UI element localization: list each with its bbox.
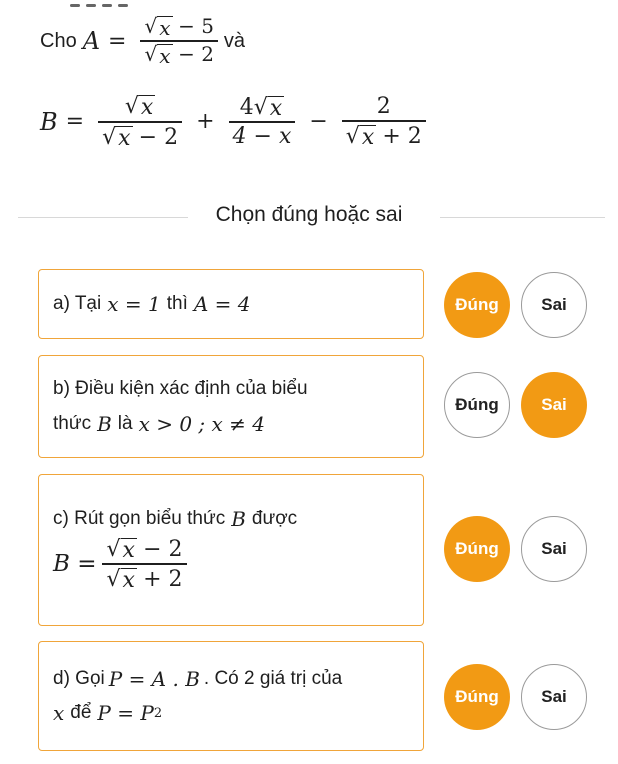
- statement-a-true-button[interactable]: Đúng: [444, 272, 510, 338]
- statement-d-mid: để: [70, 702, 92, 723]
- va-label: và: [223, 29, 246, 52]
- statement-a-mid: thì: [166, 293, 188, 314]
- section-divider: [0, 203, 618, 227]
- statement-c-prefix: c) Rút gọn biểu thức: [53, 507, 226, 529]
- a-fraction: √ x − 5 √ x − 2: [140, 14, 217, 68]
- statement-c-false-button[interactable]: Sai: [521, 516, 587, 582]
- statement-a: [38, 269, 424, 339]
- statement-d: [38, 641, 424, 751]
- statement-c-fraction: √ x − 2 √ x + 2: [102, 535, 186, 594]
- statement-d-prefix: d) Gọi: [53, 668, 105, 689]
- statement-b-prefix: thức: [53, 412, 92, 434]
- statement-d-suffix: . Có 2 giá trị của: [203, 668, 343, 689]
- a-var: A: [82, 27, 101, 55]
- statement-d-var: x: [53, 701, 65, 725]
- cropped-text-fragment: [70, 0, 140, 4]
- b-var: B: [40, 107, 58, 136]
- statement-c-var: B: [231, 506, 246, 531]
- stem-b-definition: B = √ x √ x − 2 + 4 √ x 4 − x − 2 √ x + 2: [40, 92, 432, 151]
- statement-b: [38, 355, 424, 458]
- statement-d-exponent: 2: [153, 705, 163, 721]
- cho-label: Cho: [40, 29, 77, 52]
- b-term-1: √ x √ x − 2: [98, 92, 182, 151]
- statement-c-suffix: được: [251, 507, 298, 529]
- b-term-3: 2 √ x + 2: [342, 93, 426, 151]
- statement-d-true-button[interactable]: Đúng: [444, 664, 510, 730]
- statement-a-false-button[interactable]: Sai: [521, 272, 587, 338]
- statement-a-math2: A = 4: [193, 292, 251, 316]
- statement-b-true-button[interactable]: Đúng: [444, 372, 510, 438]
- statement-a-math1: x = 1: [107, 292, 161, 316]
- statement-b-var: B: [97, 411, 112, 436]
- statement-d-math2: P = P: [97, 701, 154, 725]
- statement-d-math1: P = A . B: [108, 667, 200, 691]
- b-term-2: 4 √ x 4 − x: [229, 93, 296, 151]
- statement-c-lhs: B =: [53, 551, 97, 577]
- statement-b-math: x > 0 ; x ≠ 4: [138, 411, 265, 436]
- statement-a-prefix: a) Tại: [53, 293, 102, 314]
- statement-b-mid: là: [117, 412, 133, 434]
- stem-a-definition: Cho A = √ x − 5 √ x − 2 và: [40, 14, 246, 68]
- statement-c: [38, 474, 424, 626]
- statement-b-false-button[interactable]: Sai: [521, 372, 587, 438]
- statement-d-false-button[interactable]: Sai: [521, 664, 587, 730]
- section-title: Chọn đúng hoặc sai: [215, 203, 403, 226]
- statement-b-line1: b) Điều kiện xác định của biểu: [53, 377, 308, 399]
- statement-c-true-button[interactable]: Đúng: [444, 516, 510, 582]
